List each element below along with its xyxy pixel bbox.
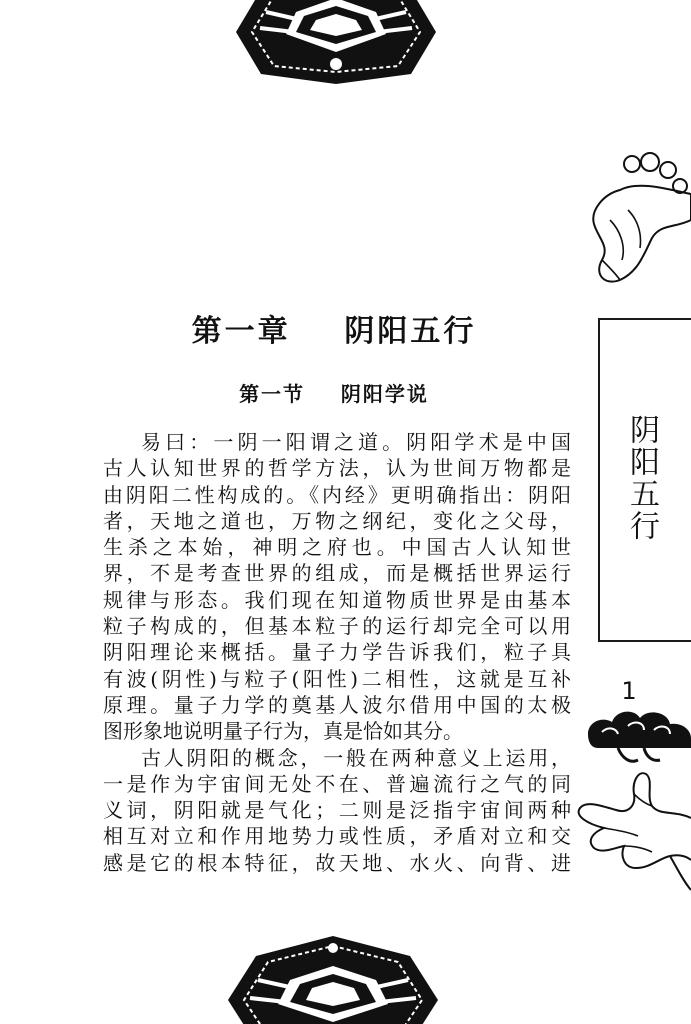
mudra-hand-bottom-icon (574, 760, 691, 895)
chapter-title: 第一章 阴阳五行 (191, 314, 477, 349)
section-title: 第一节 阴阳学说 (239, 382, 429, 406)
body-line: 阴阳理论来概括。量子力学告诉我们，粒子具 (103, 640, 571, 665)
body-line: 相互对立和作用地势力或性质，矛盾对立和交 (103, 824, 571, 849)
chapter-side-tab (598, 318, 691, 642)
body-line: 易曰：一阴一阳谓之道。阴阳学术是中国 (141, 430, 571, 454)
body-line: 生杀之本始，神明之府也。中国古人认知世 (103, 535, 571, 560)
body-line: 图形象地说明量子行为，真是恰如其分。 (103, 719, 463, 744)
body-line: 一是作为宇宙间无处不在、普遍流行之气的同 (103, 771, 571, 796)
bagua-ornament-top-icon (236, 0, 436, 84)
body-line: 古人认知世界的哲学方法，认为世间万物都是 (103, 456, 571, 481)
body-line: 原理。量子力学的奠基人波尔借用中国的太极 (103, 692, 571, 717)
page-number: 1 (621, 677, 637, 705)
bagua-ornament-bottom-icon (228, 936, 438, 1024)
body-line: 义词，阴阳就是气化；二则是泛指宇宙间两种 (103, 798, 571, 823)
body-line: 有波(阴性)与粒子(阳性)二相性，这就是互补 (103, 666, 571, 691)
side-tab-label: 阴阳五行 (624, 414, 659, 542)
body-line: 界，不是考查世界的组成，而是概括世界运行 (103, 561, 571, 586)
body-line: 由阴阳二性构成的。《内经》更明确指出：阴阳 (103, 482, 571, 507)
body-line: 感是它的根本特征，故天地、水火、向背、进 (103, 850, 571, 875)
mudra-hand-top-icon (580, 150, 691, 300)
body-line: 古人阴阳的概念，一般在两种意义上运用， (141, 745, 571, 770)
body-line: 者，天地之道也，万物之纲纪，变化之父母， (103, 508, 571, 533)
body-line: 规律与形态。我们现在知道物质世界是由基本 (103, 587, 571, 612)
body-line: 粒子构成的，但基本粒子的运行却完全可以用 (103, 614, 571, 639)
body-text (103, 429, 571, 876)
cloud-ornament-icon (578, 700, 691, 768)
